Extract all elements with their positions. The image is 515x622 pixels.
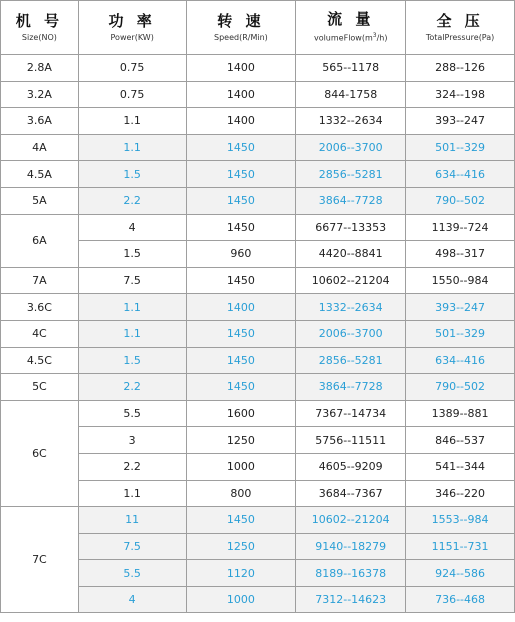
table-body — [1, 55, 515, 613]
table-row — [1, 320, 515, 347]
header-row — [1, 1, 515, 55]
cell-flow: 9140--18279 — [296, 533, 406, 560]
header-flow-zh: 流 量 — [327, 10, 375, 29]
cell-pressure: 393--247 — [406, 294, 515, 321]
cell-power: 1.1 — [78, 480, 186, 507]
cell-pressure: 393--247 — [406, 108, 515, 135]
header-pressure — [406, 1, 515, 55]
cell-speed: 960 — [186, 241, 296, 268]
header-flow-en-post: /h) — [376, 33, 388, 43]
cell-pressure: 924--586 — [406, 560, 515, 587]
header-power-en: Power(KW) — [110, 32, 154, 42]
table-row — [1, 586, 515, 613]
table-row — [1, 427, 515, 454]
cell-model: 4A — [1, 134, 79, 161]
cell-speed: 1450 — [186, 187, 296, 214]
cell-flow: 7367--14734 — [296, 400, 406, 427]
cell-speed: 1450 — [186, 507, 296, 534]
cell-power: 1.5 — [78, 161, 186, 188]
cell-model: 6C — [1, 400, 79, 506]
cell-model: 3.2A — [1, 81, 79, 108]
cell-power: 0.75 — [78, 55, 186, 82]
cell-pressure: 1151--731 — [406, 533, 515, 560]
cell-model: 7A — [1, 267, 79, 294]
header-flow-en — [296, 30, 405, 45]
cell-power: 2.2 — [78, 187, 186, 214]
cell-pressure: 541--344 — [406, 453, 515, 480]
cell-speed: 1400 — [186, 294, 296, 321]
cell-pressure: 736--468 — [406, 586, 515, 613]
cell-flow: 565--1178 — [296, 55, 406, 82]
cell-pressure: 1550--984 — [406, 267, 515, 294]
cell-flow: 3864--7728 — [296, 374, 406, 401]
cell-speed: 1450 — [186, 320, 296, 347]
cell-flow: 2006--3700 — [296, 134, 406, 161]
table-row — [1, 294, 515, 321]
cell-pressure: 324--198 — [406, 81, 515, 108]
table-row — [1, 187, 515, 214]
cell-flow: 8189--16378 — [296, 560, 406, 587]
cell-speed: 1400 — [186, 55, 296, 82]
cell-model: 2.8A — [1, 55, 79, 82]
cell-flow: 5756--11511 — [296, 427, 406, 454]
cell-speed: 1000 — [186, 586, 296, 613]
table-row — [1, 453, 515, 480]
cell-pressure: 1389--881 — [406, 400, 515, 427]
header-pressure-en: TotalPressure(Pa) — [425, 32, 495, 42]
cell-power: 1.1 — [78, 108, 186, 135]
cell-power: 2.2 — [78, 453, 186, 480]
cell-flow: 3864--7728 — [296, 187, 406, 214]
cell-flow: 1332--2634 — [296, 294, 406, 321]
table-row — [1, 347, 515, 374]
table-row — [1, 55, 515, 82]
cell-speed: 1400 — [186, 108, 296, 135]
table-row — [1, 374, 515, 401]
cell-pressure: 790--502 — [406, 187, 515, 214]
cell-speed: 1450 — [186, 374, 296, 401]
cell-power: 5.5 — [78, 560, 186, 587]
cell-speed: 1120 — [186, 560, 296, 587]
table-row — [1, 533, 515, 560]
cell-flow: 10602--21204 — [296, 507, 406, 534]
cell-flow: 2856--5281 — [296, 347, 406, 374]
header-power — [78, 1, 186, 55]
cell-pressure: 634--416 — [406, 161, 515, 188]
cell-model: 7C — [1, 507, 79, 613]
header-power-zh: 功 率 — [108, 11, 156, 30]
cell-speed: 1450 — [186, 134, 296, 161]
header-size-zh: 机 号 — [15, 11, 64, 30]
cell-pressure: 288--126 — [406, 55, 515, 82]
table-row — [1, 134, 515, 161]
cell-pressure: 501--329 — [406, 320, 515, 347]
cell-flow: 1332--2634 — [296, 108, 406, 135]
cell-model: 4C — [1, 320, 79, 347]
table-row — [1, 161, 515, 188]
cell-power: 1.5 — [78, 347, 186, 374]
cell-power: 1.5 — [78, 241, 186, 268]
cell-pressure: 790--502 — [406, 374, 515, 401]
cell-flow: 844-1758 — [296, 81, 406, 108]
cell-pressure: 634--416 — [406, 347, 515, 374]
cell-speed: 1600 — [186, 400, 296, 427]
cell-power: 7.5 — [78, 267, 186, 294]
cell-power: 3 — [78, 427, 186, 454]
header-size-en: Size(NO) — [21, 32, 57, 42]
cell-power: 11 — [78, 507, 186, 534]
cell-power: 1.1 — [78, 294, 186, 321]
cell-power: 4 — [78, 214, 186, 241]
cell-power: 1.1 — [78, 134, 186, 161]
cell-model: 5A — [1, 187, 79, 214]
cell-flow: 6677--13353 — [296, 214, 406, 241]
cell-power: 4 — [78, 586, 186, 613]
table-row — [1, 400, 515, 427]
cell-flow: 10602--21204 — [296, 267, 406, 294]
cell-speed: 1450 — [186, 347, 296, 374]
header-speed — [186, 1, 296, 55]
cell-pressure: 498--317 — [406, 241, 515, 268]
cell-model: 3.6C — [1, 294, 79, 321]
cell-model: 5C — [1, 374, 79, 401]
cell-pressure: 1553--984 — [406, 507, 515, 534]
cell-power: 5.5 — [78, 400, 186, 427]
header-speed-en: Speed(R/Min) — [214, 32, 268, 42]
table-row — [1, 480, 515, 507]
table-row — [1, 267, 515, 294]
header-speed-zh: 转 速 — [217, 11, 265, 30]
cell-speed: 1450 — [186, 267, 296, 294]
cell-speed: 1450 — [186, 161, 296, 188]
header-pressure-zh: 全 压 — [436, 11, 484, 30]
header-flow-en-pre: volumeFlow(m — [313, 33, 373, 43]
table-row — [1, 214, 515, 241]
cell-pressure: 501--329 — [406, 134, 515, 161]
cell-speed: 1400 — [186, 81, 296, 108]
table-row — [1, 108, 515, 135]
cell-flow: 2006--3700 — [296, 320, 406, 347]
cell-speed: 1250 — [186, 533, 296, 560]
cell-flow: 7312--14623 — [296, 586, 406, 613]
cell-speed: 1450 — [186, 214, 296, 241]
cell-speed: 1000 — [186, 453, 296, 480]
table-row — [1, 81, 515, 108]
cell-model: 6A — [1, 214, 79, 267]
cell-flow: 4605--9209 — [296, 453, 406, 480]
cell-flow: 2856--5281 — [296, 161, 406, 188]
header-flow-en-sup: 3 — [372, 32, 377, 40]
cell-power: 7.5 — [78, 533, 186, 560]
cell-model: 3.6A — [1, 108, 79, 135]
table-row — [1, 241, 515, 268]
cell-flow: 3684--7367 — [296, 480, 406, 507]
cell-power: 1.1 — [78, 320, 186, 347]
header-flow — [296, 1, 406, 55]
cell-speed: 800 — [186, 480, 296, 507]
table-row — [1, 560, 515, 587]
cell-model: 4.5C — [1, 347, 79, 374]
cell-model: 4.5A — [1, 161, 79, 188]
table-row — [1, 507, 515, 534]
cell-pressure: 346--220 — [406, 480, 515, 507]
cell-pressure: 846--537 — [406, 427, 515, 454]
cell-flow: 4420--8841 — [296, 241, 406, 268]
header-size — [1, 1, 79, 55]
cell-power: 2.2 — [78, 374, 186, 401]
cell-pressure: 1139--724 — [406, 214, 515, 241]
cell-speed: 1250 — [186, 427, 296, 454]
cell-power: 0.75 — [78, 81, 186, 108]
